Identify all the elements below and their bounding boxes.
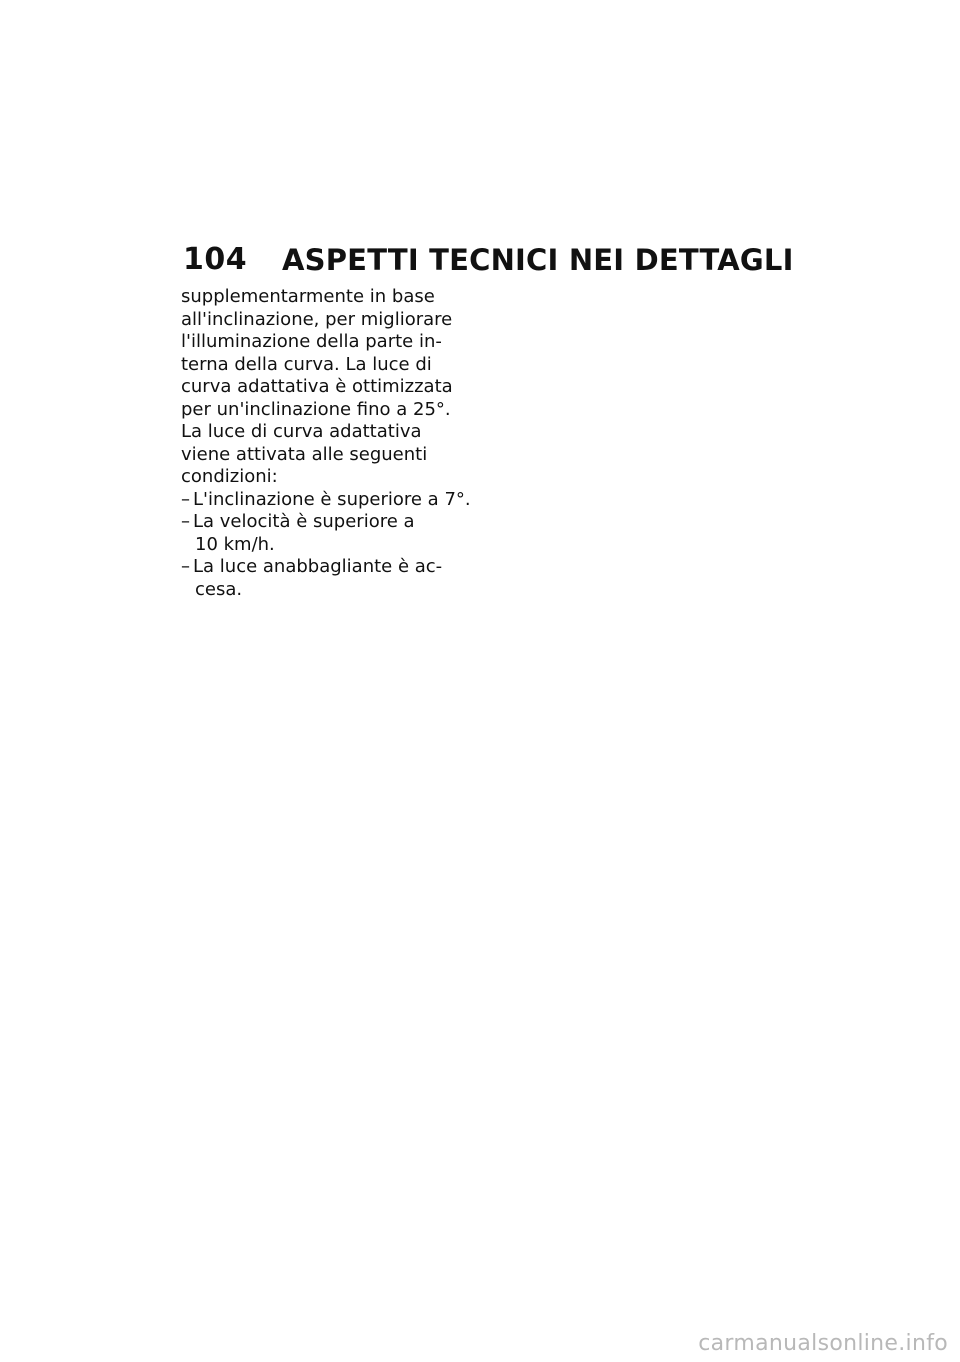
list-item-text: L'inclinazione è superiore a 7°.: [193, 488, 471, 510]
page-header: [0, 240, 960, 280]
list-dash: –: [181, 556, 190, 577]
text-line: l'illuminazione della parte in-: [181, 331, 442, 352]
list-item-low-beam: [181, 556, 471, 579]
text-line: La luce di curva adattativa: [181, 421, 422, 442]
list-dash: –: [181, 511, 190, 532]
list-item-inclination: [181, 489, 471, 512]
text-line: per un'inclinazione fino a 25°.: [181, 398, 451, 420]
watermark: carmanualsonline.info: [698, 1331, 948, 1356]
text-line: supplementarmente in base: [181, 286, 435, 307]
text-line: curva adattativa è ottimizzata: [181, 376, 453, 397]
text-line: terna della curva. La luce di: [181, 353, 432, 375]
list-item-continuation: 10 km/h.: [195, 533, 275, 555]
section-title: ASPETTI TECNICI NEI DETTAGLI: [282, 243, 794, 277]
list-item-continuation: cesa.: [195, 578, 243, 600]
body-text: [181, 286, 471, 601]
page-number: 104: [183, 242, 248, 277]
list-item-text: La velocità è superiore a: [193, 511, 415, 532]
text-line: condizioni:: [181, 466, 278, 487]
list-dash: –: [181, 488, 190, 510]
text-line: viene attivata alle seguenti: [181, 443, 428, 465]
text-line: all'inclinazione, per migliorare: [181, 308, 453, 330]
list-item-text: La luce anabbagliante è ac-: [193, 556, 443, 577]
list-item-speed: [181, 511, 471, 534]
